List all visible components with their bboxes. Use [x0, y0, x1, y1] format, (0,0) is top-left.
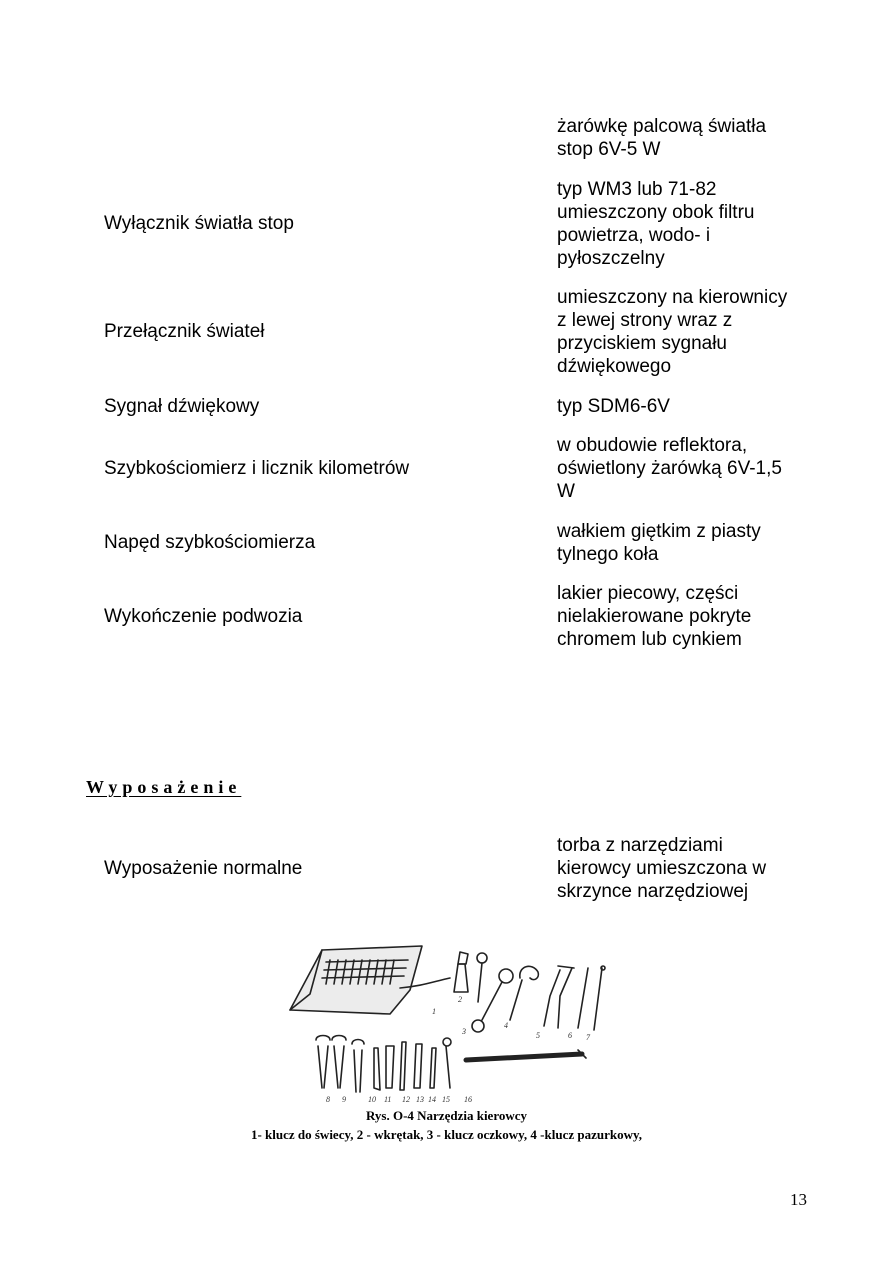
tool-number: 7 [586, 1033, 590, 1042]
tool-number: 9 [342, 1095, 346, 1104]
box-spanner-icon [374, 1042, 436, 1090]
spec-value: torba z narzędziami kierowcy umieszczona w skrzynce narzędziowej [557, 835, 767, 902]
spec-value: lakier piecowy, części nielakierowane pokryte chromem lub cynkiem [557, 583, 752, 650]
tool-number: 14 [428, 1095, 436, 1104]
figure-caption-legend: 1- klucz do świecy, 2 - wkrętak, 3 - klucz oczkowy, 4 -klucz pazurkowy, [250, 1127, 643, 1142]
spec-value: żarówkę palcową światła stop 6V-5 W [557, 116, 767, 160]
tool-number: 11 [384, 1095, 392, 1104]
page-number: 13 [790, 1190, 807, 1209]
hook-spanner-icon [510, 966, 538, 1020]
tool-number: 12 [402, 1095, 410, 1104]
tool-number: 15 [442, 1095, 450, 1104]
open-end-wrench-icon [316, 1036, 364, 1093]
spec-value: wałkiem giętkim z piasty tylnego koła [557, 521, 761, 565]
spec-label: Wykończenie podwozia [104, 606, 303, 627]
tool-bag-icon [290, 946, 450, 1014]
tool-number: 13 [416, 1095, 424, 1104]
tool-number: 10 [368, 1095, 376, 1104]
screwdriver-icon [477, 953, 487, 1002]
spec-value: typ SDM6-6V [557, 396, 670, 417]
spec-label: Sygnał dźwiękowy [104, 396, 260, 417]
tool-number: 1 [432, 1007, 436, 1016]
spec-value: w obudowie reflektora, oświetlony żarówką 6V-1,5 W [557, 435, 782, 502]
tool-number: 3 [462, 1027, 466, 1036]
spec-value: umieszczony na kierownicy z lewej strony wraz z przyciskiem sygnału dźwiękowego [557, 287, 788, 377]
spec-label: Wyłącznik światła stop [104, 213, 294, 234]
figure-caption-title: Rys. O-4 Narzędzia kierowcy [365, 1108, 528, 1123]
tools-illustration [282, 938, 612, 1106]
tool-number: 4 [504, 1021, 508, 1030]
spec-value: typ WM3 lub 71-82 umieszczony obok filtru powietrza, wodo- i pyłoszczelny [557, 179, 755, 269]
drift-icon [578, 966, 605, 1030]
spec-label: Przełącznik świateł [104, 321, 265, 342]
feeler-gauge-icon [443, 1038, 451, 1088]
tool-number: 5 [536, 1031, 540, 1040]
pliers-icon [544, 966, 574, 1028]
spec-label: Wyposażenie normalne [104, 858, 303, 879]
tool-number: 2 [458, 995, 462, 1004]
spec-label: Szybkościomierz i licznik kilometrów [104, 458, 410, 479]
tyre-lever-icon [466, 1050, 586, 1060]
tool-number: 16 [464, 1095, 472, 1104]
tool-number: 8 [326, 1095, 330, 1104]
section-heading: Wyposażenie [86, 777, 242, 797]
spec-label: Napęd szybkościomierza [104, 532, 316, 553]
tool-number: 6 [568, 1031, 572, 1040]
spark-plug-wrench-icon [454, 952, 468, 992]
